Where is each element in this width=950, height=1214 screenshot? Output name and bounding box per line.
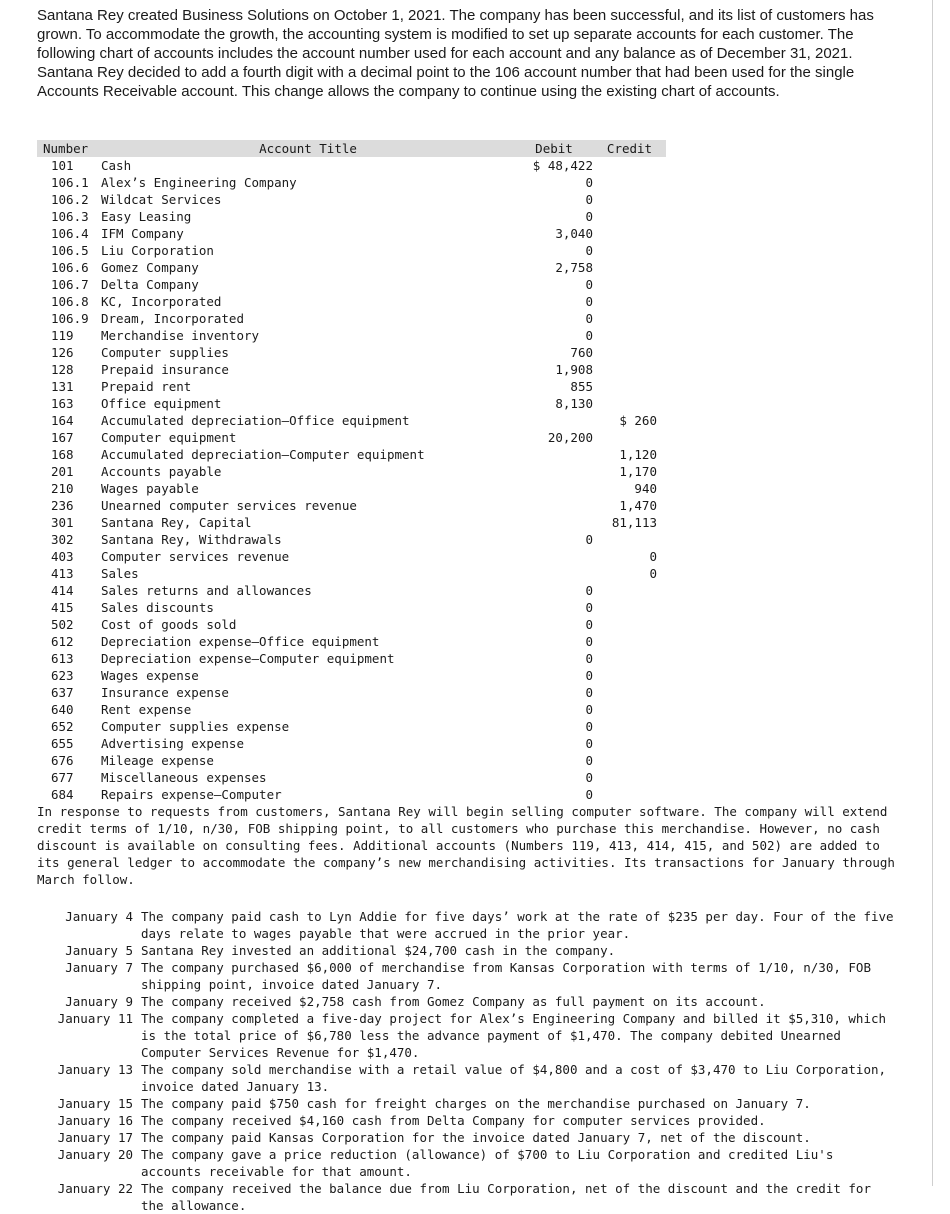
debit-amount: 0 bbox=[585, 770, 593, 785]
account-title: Accumulated depreciation—Computer equipment bbox=[101, 447, 425, 462]
account-title: Unearned computer services revenue bbox=[101, 498, 357, 513]
transaction-date: January 15 bbox=[57, 1096, 133, 1111]
credit-amount bbox=[593, 429, 666, 446]
debit-amount: 1,908 bbox=[555, 362, 593, 377]
account-number: 652 bbox=[51, 719, 74, 734]
account-title: Cash bbox=[101, 158, 132, 173]
transaction-date: January 11 bbox=[57, 1011, 133, 1026]
debit-amount: 0 bbox=[585, 311, 593, 326]
account-number: 128 bbox=[51, 362, 74, 377]
account-number: 612 bbox=[51, 634, 74, 649]
transaction-date: January 17 bbox=[57, 1130, 133, 1145]
transaction-item bbox=[37, 1112, 917, 1129]
debit-amount: 0 bbox=[585, 651, 593, 666]
table-row bbox=[37, 225, 666, 242]
debit-amount bbox=[515, 497, 593, 514]
credit-amount bbox=[593, 582, 666, 599]
credit-amount bbox=[593, 752, 666, 769]
table-row bbox=[37, 633, 666, 650]
debit-amount: 0 bbox=[585, 243, 593, 258]
transaction-text: The company completed a five-day project for Alex’s Engineering Company and billed it $5,310, which is the total price of $6,780 less the advance payment of $1,470. The company debited Unearned Computer Services Revenue for $1,470. bbox=[141, 1011, 887, 1060]
account-number: 623 bbox=[51, 668, 74, 683]
table-row bbox=[37, 735, 666, 752]
credit-amount bbox=[593, 191, 666, 208]
table-row bbox=[37, 310, 666, 327]
account-number: 676 bbox=[51, 753, 74, 768]
credit-amount: 0 bbox=[649, 549, 657, 564]
header-account-title: Account Title bbox=[259, 141, 357, 156]
table-row bbox=[37, 752, 666, 769]
chart-of-accounts-table bbox=[37, 140, 666, 803]
account-title: Insurance expense bbox=[101, 685, 229, 700]
account-number: 640 bbox=[51, 702, 74, 717]
account-number: 119 bbox=[51, 328, 74, 343]
account-number: 126 bbox=[51, 345, 74, 360]
account-number: 131 bbox=[51, 379, 74, 394]
account-title: Gomez Company bbox=[101, 260, 199, 275]
transaction-date: January 20 bbox=[57, 1147, 133, 1162]
transaction-text: The company gave a price reduction (allowance) of $700 to Liu Corporation and credited Liu's accounts receivable for that amount. bbox=[141, 1147, 834, 1179]
account-title: Prepaid rent bbox=[101, 379, 192, 394]
account-number: 415 bbox=[51, 600, 74, 615]
account-title: Computer supplies bbox=[101, 345, 229, 360]
account-title: Cost of goods sold bbox=[101, 617, 237, 632]
transaction-item bbox=[37, 1146, 917, 1180]
account-title: Wages payable bbox=[101, 481, 199, 496]
account-title: Santana Rey, Capital bbox=[101, 515, 252, 530]
transaction-date: January 13 bbox=[57, 1062, 133, 1077]
account-title: Computer services revenue bbox=[101, 549, 290, 564]
credit-amount bbox=[593, 395, 666, 412]
credit-amount bbox=[593, 616, 666, 633]
account-number: 637 bbox=[51, 685, 74, 700]
debit-amount: 2,758 bbox=[555, 260, 593, 275]
transaction-item bbox=[37, 959, 917, 993]
transaction-text: The company sold merchandise with a retail value of $4,800 and a cost of $3,470 to Liu Corporation, invoice dated January 13. bbox=[141, 1062, 887, 1094]
table-row bbox=[37, 650, 666, 667]
table-row bbox=[37, 412, 666, 429]
table-row bbox=[37, 701, 666, 718]
account-title: Sales discounts bbox=[101, 600, 214, 615]
debit-amount bbox=[515, 565, 593, 582]
table-row bbox=[37, 548, 666, 565]
credit-amount bbox=[593, 310, 666, 327]
table-row bbox=[37, 293, 666, 310]
debit-amount: 0 bbox=[585, 668, 593, 683]
debit-amount: 760 bbox=[570, 345, 593, 360]
table-row bbox=[37, 786, 666, 803]
debit-amount: 0 bbox=[585, 328, 593, 343]
account-title: Advertising expense bbox=[101, 736, 244, 751]
table-row bbox=[37, 191, 666, 208]
transaction-text: The company received the balance due from Liu Corporation, net of the discount and the credit for the allowance. bbox=[141, 1181, 871, 1213]
transaction-text: The company received $2,758 cash from Gomez Company as full payment on its account. bbox=[141, 994, 766, 1009]
transaction-item bbox=[37, 942, 917, 959]
debit-amount: 0 bbox=[585, 175, 593, 190]
transaction-date: January 16 bbox=[57, 1113, 133, 1128]
account-title: Wildcat Services bbox=[101, 192, 222, 207]
table-row bbox=[37, 344, 666, 361]
credit-amount bbox=[593, 650, 666, 667]
account-number: 106.7 bbox=[51, 277, 89, 292]
credit-amount bbox=[593, 378, 666, 395]
table-row bbox=[37, 157, 666, 174]
account-title: Depreciation expense—Computer equipment bbox=[101, 651, 395, 666]
account-title: Easy Leasing bbox=[101, 209, 192, 224]
account-number: 302 bbox=[51, 532, 74, 547]
merchandising-paragraph: In response to requests from customers, Santana Rey will begin selling computer software. The company will extend credit terms of 1/10, n/30, FOB shipping point, to all customers who purchase this merchandise. However, no cash discount is available on consulting fees. Additional accounts (Numbers 119, 413, 414, 415, and 502) are added to its general ledger to accommodate the company’s new merchandising activities. Its transactions for January through March follow. bbox=[37, 804, 895, 887]
account-number: 164 bbox=[51, 413, 74, 428]
debit-amount: 0 bbox=[585, 532, 593, 547]
credit-amount: 1,120 bbox=[619, 447, 657, 462]
debit-amount: 0 bbox=[585, 702, 593, 717]
account-number: 106.2 bbox=[51, 192, 89, 207]
account-title: Dream, Incorporated bbox=[101, 311, 244, 326]
credit-amount bbox=[593, 242, 666, 259]
account-title: KC, Incorporated bbox=[101, 294, 222, 309]
account-number: 106.5 bbox=[51, 243, 89, 258]
transaction-text: The company paid $750 cash for freight charges on the merchandise purchased on January 7. bbox=[141, 1096, 811, 1111]
account-title: Sales returns and allowances bbox=[101, 583, 312, 598]
account-title: Wages expense bbox=[101, 668, 199, 683]
transaction-text: The company received $4,160 cash from Delta Company for computer services provided. bbox=[141, 1113, 766, 1128]
table-row bbox=[37, 718, 666, 735]
credit-amount bbox=[593, 327, 666, 344]
table-row bbox=[37, 514, 666, 531]
transaction-text: The company purchased $6,000 of merchandise from Kansas Corporation with terms of 1/10, n/30, FOB shipping point, invoice dated January 7. bbox=[141, 960, 871, 992]
debit-amount: 0 bbox=[585, 277, 593, 292]
debit-amount: 0 bbox=[585, 294, 593, 309]
debit-amount bbox=[515, 548, 593, 565]
table-row bbox=[37, 497, 666, 514]
debit-amount: 8,130 bbox=[555, 396, 593, 411]
account-number: 167 bbox=[51, 430, 74, 445]
credit-amount bbox=[593, 735, 666, 752]
account-number: 684 bbox=[51, 787, 74, 802]
debit-amount: 0 bbox=[585, 787, 593, 802]
debit-amount bbox=[515, 514, 593, 531]
credit-amount: $ 260 bbox=[619, 413, 657, 428]
credit-amount bbox=[593, 633, 666, 650]
account-title: Prepaid insurance bbox=[101, 362, 229, 377]
account-number: 163 bbox=[51, 396, 74, 411]
transaction-item bbox=[37, 1010, 917, 1061]
account-number: 106.9 bbox=[51, 311, 89, 326]
debit-amount: $ 48,422 bbox=[532, 158, 593, 173]
transaction-date: January 22 bbox=[57, 1181, 133, 1196]
account-title: Rent expense bbox=[101, 702, 192, 717]
credit-amount bbox=[593, 276, 666, 293]
table-row bbox=[37, 361, 666, 378]
debit-amount: 0 bbox=[585, 753, 593, 768]
account-number: 414 bbox=[51, 583, 74, 598]
account-title: Alex’s Engineering Company bbox=[101, 175, 297, 190]
account-number: 677 bbox=[51, 770, 74, 785]
debit-amount: 0 bbox=[585, 634, 593, 649]
debit-amount bbox=[515, 480, 593, 497]
account-title: Delta Company bbox=[101, 277, 199, 292]
account-title: Computer supplies expense bbox=[101, 719, 290, 734]
account-title: IFM Company bbox=[101, 226, 184, 241]
table-row bbox=[37, 599, 666, 616]
table-row bbox=[37, 327, 666, 344]
header-credit: Credit bbox=[606, 141, 653, 156]
table-row bbox=[37, 242, 666, 259]
transaction-date: January 5 bbox=[65, 943, 133, 958]
transaction-date: January 9 bbox=[65, 994, 133, 1009]
transactions-list bbox=[37, 908, 917, 1214]
transaction-text: Santana Rey invested an additional $24,700 cash in the company. bbox=[141, 943, 616, 958]
credit-amount: 940 bbox=[634, 481, 657, 496]
credit-amount bbox=[593, 718, 666, 735]
table-header bbox=[37, 140, 666, 157]
credit-amount: 1,470 bbox=[619, 498, 657, 513]
debit-amount: 20,200 bbox=[547, 430, 593, 445]
account-number: 106.6 bbox=[51, 260, 89, 275]
account-number: 655 bbox=[51, 736, 74, 751]
account-number: 201 bbox=[51, 464, 74, 479]
table-body bbox=[37, 157, 666, 803]
table-row bbox=[37, 769, 666, 786]
credit-amount bbox=[593, 293, 666, 310]
credit-amount bbox=[593, 684, 666, 701]
credit-amount bbox=[593, 361, 666, 378]
account-title: Merchandise inventory bbox=[101, 328, 260, 343]
account-title: Accumulated depreciation—Office equipment bbox=[101, 413, 410, 428]
table-row bbox=[37, 174, 666, 191]
table-row bbox=[37, 667, 666, 684]
table-row bbox=[37, 429, 666, 446]
table-row bbox=[37, 446, 666, 463]
credit-amount bbox=[593, 174, 666, 191]
credit-amount bbox=[593, 531, 666, 548]
credit-amount bbox=[593, 225, 666, 242]
debit-amount bbox=[515, 463, 593, 480]
table-row bbox=[37, 480, 666, 497]
debit-amount: 0 bbox=[585, 719, 593, 734]
credit-amount bbox=[593, 259, 666, 276]
debit-amount: 0 bbox=[585, 600, 593, 615]
debit-amount: 0 bbox=[585, 209, 593, 224]
table-row bbox=[37, 208, 666, 225]
account-number: 403 bbox=[51, 549, 74, 564]
credit-amount: 0 bbox=[649, 566, 657, 581]
table-row bbox=[37, 378, 666, 395]
account-title: Repairs expense—Computer bbox=[101, 787, 282, 802]
credit-amount bbox=[593, 667, 666, 684]
account-number: 301 bbox=[51, 515, 74, 530]
debit-amount: 0 bbox=[585, 685, 593, 700]
credit-amount: 1,170 bbox=[619, 464, 657, 479]
credit-amount bbox=[593, 786, 666, 803]
table-row bbox=[37, 565, 666, 582]
debit-amount: 0 bbox=[585, 583, 593, 598]
debit-amount: 3,040 bbox=[555, 226, 593, 241]
table-row bbox=[37, 276, 666, 293]
transaction-item bbox=[37, 1095, 917, 1112]
account-number: 236 bbox=[51, 498, 74, 513]
debit-amount: 0 bbox=[585, 617, 593, 632]
account-number: 106.4 bbox=[51, 226, 89, 241]
account-number: 502 bbox=[51, 617, 74, 632]
credit-amount bbox=[593, 157, 666, 174]
account-number: 106.3 bbox=[51, 209, 89, 224]
transaction-text: The company paid cash to Lyn Addie for five days’ work at the rate of $235 per day. Four of the five days relate to wages payable that were accrued in the prior year. bbox=[141, 909, 894, 941]
account-title: Office equipment bbox=[101, 396, 222, 411]
account-title: Accounts payable bbox=[101, 464, 222, 479]
debit-amount bbox=[515, 412, 593, 429]
account-number: 106.1 bbox=[51, 175, 89, 190]
account-title: Depreciation expense—Office equipment bbox=[101, 634, 380, 649]
transaction-date: January 4 bbox=[65, 909, 133, 924]
table-row bbox=[37, 684, 666, 701]
account-number: 106.8 bbox=[51, 294, 89, 309]
credit-amount bbox=[593, 599, 666, 616]
table-row bbox=[37, 531, 666, 548]
debit-amount: 0 bbox=[585, 736, 593, 751]
account-number: 101 bbox=[51, 158, 74, 173]
credit-amount: 81,113 bbox=[611, 515, 657, 530]
header-debit: Debit bbox=[535, 141, 573, 156]
account-title: Liu Corporation bbox=[101, 243, 214, 258]
transaction-item bbox=[37, 908, 917, 942]
account-title: Sales bbox=[101, 566, 139, 581]
account-number: 413 bbox=[51, 566, 74, 581]
table-row bbox=[37, 582, 666, 599]
transaction-item bbox=[37, 993, 917, 1010]
table-row bbox=[37, 395, 666, 412]
credit-amount bbox=[593, 701, 666, 718]
intro-paragraph: Santana Rey created Business Solutions on October 1, 2021. The company has been successful, and its list of customers has grown. To accommodate the growth, the accounting system is modified to set up separate accounts for each customer. The following chart of accounts includes the account number used for each account and any balance as of December 31, 2021. Santana Rey decided to add a fourth digit with a decimal point to the 106 account number that had been used for the single Accounts Receivable account. This change allows the company to continue using the existing chart of accounts. bbox=[37, 7, 874, 100]
account-number: 210 bbox=[51, 481, 74, 496]
account-number: 168 bbox=[51, 447, 74, 462]
header-number: Number bbox=[43, 141, 89, 156]
credit-amount bbox=[593, 769, 666, 786]
table-row bbox=[37, 616, 666, 633]
table-row bbox=[37, 463, 666, 480]
account-title: Computer equipment bbox=[101, 430, 237, 445]
right-edge-divider bbox=[932, 0, 933, 1186]
account-number: 613 bbox=[51, 651, 74, 666]
credit-amount bbox=[593, 344, 666, 361]
table-row bbox=[37, 259, 666, 276]
account-title: Mileage expense bbox=[101, 753, 214, 768]
debit-amount: 0 bbox=[585, 192, 593, 207]
debit-amount: 855 bbox=[570, 379, 593, 394]
transaction-item bbox=[37, 1180, 917, 1214]
transaction-date: January 7 bbox=[65, 960, 133, 975]
transaction-item bbox=[37, 1129, 917, 1146]
account-title: Miscellaneous expenses bbox=[101, 770, 267, 785]
transaction-text: The company paid Kansas Corporation for the invoice dated January 7, net of the discount. bbox=[141, 1130, 811, 1145]
credit-amount bbox=[593, 208, 666, 225]
debit-amount bbox=[515, 446, 593, 463]
transaction-item bbox=[37, 1061, 917, 1095]
account-title: Santana Rey, Withdrawals bbox=[101, 532, 282, 547]
